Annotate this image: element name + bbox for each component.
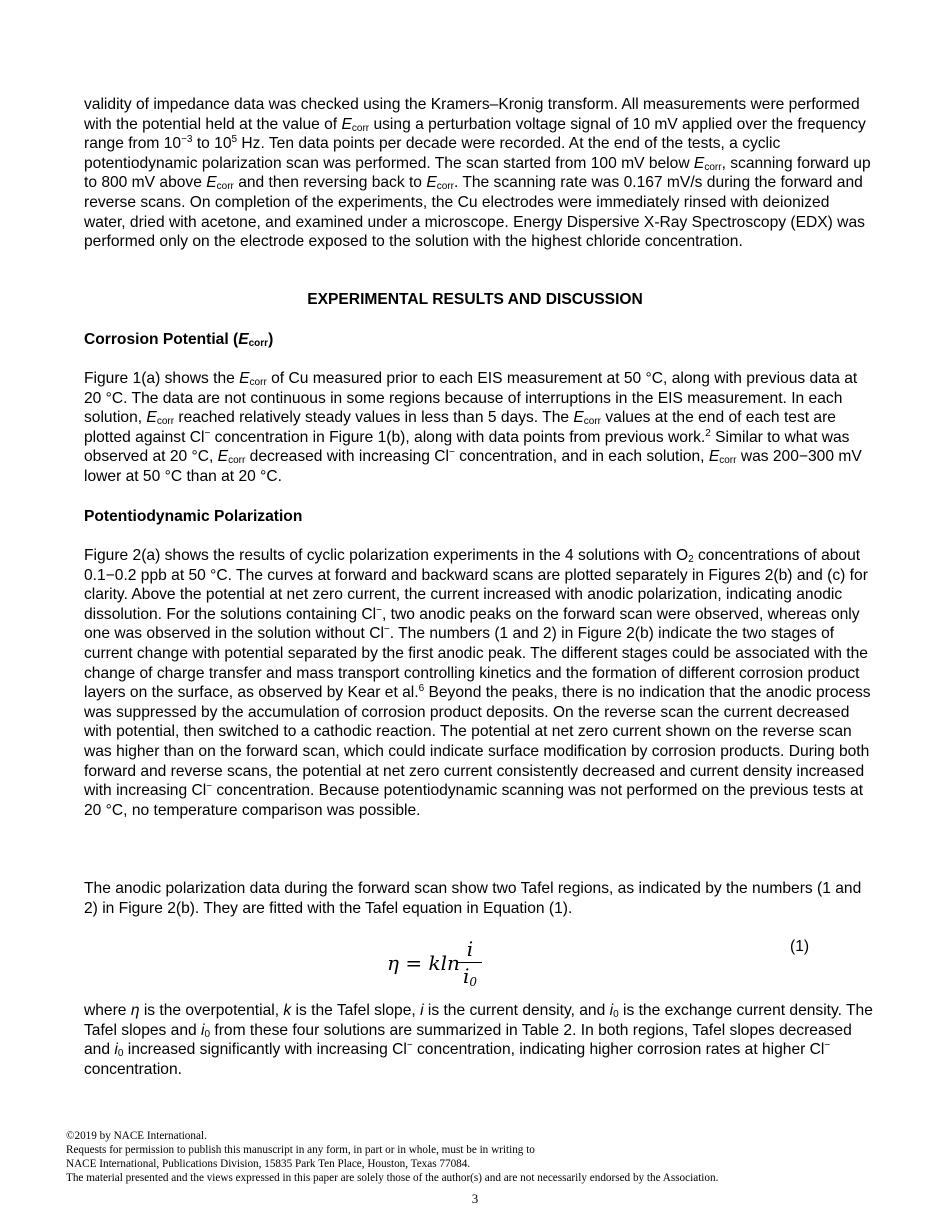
- paragraph-methods-end: validity of impedance data was checked using the Kramers–Kronig transform. All measurements were performed with the potential held at the value of $E_{corr}$ using a perturbation voltage signal of 10 mV applied over the frequency range from $10^{-3}$ to $10^5$ Hz. Ten data points per decade were recorded. At the end of the tests, a cyclic potentiodynamic polarization scan was performed. The scan started from 100 mV below $E_{corr}$, scanning forward up to 800 mV above $E_{corr}$ and then reversing back to $E_{corr}$. The scanning rate was 0.167 mV/s during the forward and reverse scans. On completion of the experiments, the Cu electrodes were immediately rinsed with deionized water, dried with acetone, and examined under a microscope. Energy Dispersive X-Ray Spectroscopy (EDX) was performed only on the electrode exposed to the solution with the highest chloride concentration.: [84, 96, 871, 251]
- footer-line: NACE International, Publications Division, 15835 Park Ten Place, Houston, Texas 77084.: [66, 1158, 471, 1170]
- footer-line: ©2019 by NACE International.: [66, 1130, 207, 1142]
- equation-lhs: η = kln: [387, 951, 460, 975]
- denominator-base: i: [462, 964, 470, 988]
- subheading-potentiodynamic: Potentiodynamic Polarization: [84, 508, 303, 525]
- subheading-corrosion-potential: [84, 330, 273, 350]
- equation-number: (1): [790, 938, 810, 955]
- denominator-sub: 0: [469, 975, 478, 989]
- page-number: 3: [471, 1191, 479, 1206]
- section-heading: EXPERIMENTAL RESULTS AND DISCUSSION: [307, 291, 643, 308]
- fraction-bar: [458, 962, 482, 963]
- equation-denominator: [458, 965, 482, 987]
- footer-line: The material presented and the views expressed in this paper are solely those of the author(s) and are not necessarily endorsed by the Association.: [66, 1172, 719, 1184]
- subheading-var: E: [238, 331, 249, 348]
- equation-fraction: [458, 938, 482, 987]
- tafel-equation: [385, 938, 495, 990]
- paragraph-tafel-intro: The anodic polarization data during the forward scan show two Tafel regions, as indicated by the numbers (1 and 2) in Figure 2(b). They are fitted with the Tafel equation in Equation (1).: [84, 880, 862, 917]
- subheading-prefix: Corrosion Potential (: [84, 331, 239, 348]
- equation-numerator: i: [466, 937, 474, 961]
- copyright-footer: [66, 1129, 886, 1185]
- paragraph-polarization: Figure 2(a) shows the results of cyclic polarization experiments in the 4 solutions with $O_2$ concentrations of about 0.1−0.2 ppb at 50 °C. The curves at forward and backward scans are plotted separately in Figures 2(b) and (c) for clarity. Above the potential at net zero current, the current increased with anodic polarization, indicating anodic dissolution. For the solutions containing Cl−, two anodic peaks on the forward scan were observed, whereas only one was observed in the solution without Cl−. The numbers (1 and 2) in Figure 2(b) indicate the two stages of current change with potential separated by the first anodic peak. The different stages could be associated with the change of charge transfer and mass transport controlling kinetics and the formation of different corrosion product layers on the surface, as observed by Kear et al.$^6$ Beyond the peaks, there is no indication that the anodic process was suppressed by the accumulation of corrosion product deposits. On the reverse scan the current decreased with potential, then switched to a cathodic reaction. The potential at net zero current shown on the reverse scan was higher than on the forward scan, which could indicate surface modification by corrosion products. During both forward and reverse scans, the potential at net zero current consistently decreased and current density increased with increasing Cl− concentration. Because potentiodynamic scanning was not performed on the previous tests at 20 °C, no temperature comparison was possible.: [84, 547, 871, 819]
- footer-line: Requests for permission to publish this manuscript in any form, in part or in whole, must be in writing to: [66, 1144, 535, 1156]
- subheading-sub: corr: [248, 338, 269, 349]
- paragraph-corrosion-potential: Figure 1(a) shows the $E_{corr}$ of Cu measured prior to each EIS measurement at 50 °C, along with previous data at 20 °C. The data are not continuous in some regions because of interruptions in the EIS measurement. In each solution, $E_{corr}$ reached relatively steady values in less than 5 days. The $E_{corr}$ values at the end of each test are plotted against Cl− concentration in Figure 1(b), along with data points from previous work.$^2$ Similar to what was observed at 20 °C, $E_{corr}$ decreased with increasing Cl− concentration, and in each solution, $E_{corr}$ was 200−300 mV lower at 50 °C than at 20 °C.: [84, 370, 862, 485]
- paragraph-tafel-results: where η is the overpotential, k is the Tafel slope, i is the current density, and $i_0$ is the exchange current density. The Tafel slopes and $i_0$ from these four solutions are summarized in Table 2. In both regions, Tafel slopes decreased and $i_0$ increased significantly with increasing Cl− concentration, indicating higher corrosion rates at higher Cl− concentration.: [84, 1002, 873, 1078]
- subheading-suffix: ): [268, 331, 274, 348]
